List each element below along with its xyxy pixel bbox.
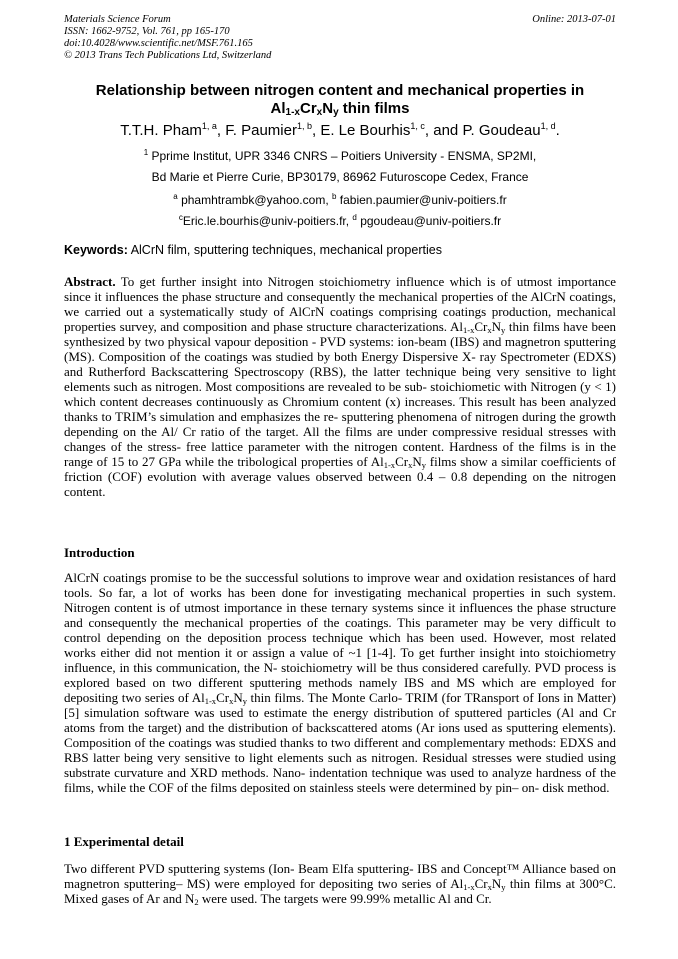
email-line-1: $^a$ phamhtrambk@yahoo.com, $^b$ fabien.paumier@univ-poitiers.fr — [173, 192, 507, 207]
keywords-label: Keywords: — [64, 243, 128, 257]
introduction-paragraph: AlCrN coatings promise to be the successful solutions to improve wear and oxidation resistances of hard tools. So far, a lot of works has been done for investigating mechanical properties in such system. Nitrogen content is of utmost importance in these ternary systems since it influences the phase structure and consequently the mechanical properties of the coatings. This parameter may be very difficult to control depending on the deposition process technique which has been used. However, most related works either did not mention it or assign a value of ~1 [1-4]. To get further insight into stoichiometry influence, in this communication, the N- stoichiometry will be thus considered carefully. PVD process is explored based on two different sputtering methods namely IBS and MS which are employed for depositing two series of $Al_{1-x}Cr_xN_y$ thin films. The Monte Carlo- TRIM (for TRansport of Ions in Matter) [5] simulation software was used to estimate the energy distribution of sputtered particles (Al and Cr atoms from the target) and the distribution of backscattered atoms (Ar ions used as sputtering elements). Composition of the coatings was studied thanks to two different and complementary methods: EDXS and RBS latter being very sensitive to light elements such as nitrogen. Residual stresses were studied using substrate curvature and XRD methods. Nano- indentation technique was used to analyze hardness of the films, while the COF of the films deposited on stainless steels were determined by pin– on- disk method. — [64, 570, 616, 795]
email-line-2: $^c$Eric.le.bourhis@univ-poitiers.fr, $^d$ pgoudeau@univ-poitiers.fr — [178, 213, 502, 228]
title-line-2: $Al_{1-x}Cr_xN_y$ thin films — [270, 100, 410, 118]
email-link[interactable]: fabien.paumier@univ-poitiers.fr — [336, 193, 507, 207]
copyright-line: © 2013 Trans Tech Publications Ltd, Switzerland — [64, 50, 272, 61]
author-name: T.T.H. Pham — [120, 122, 202, 139]
running-header — [64, 14, 616, 62]
author-list: T.T.H. Pham$^{1, a}$, F. Paumier$^{1, b}$, E. Le Bourhis$^{1, c}$, and P. Goudeau$^{1, d}$. — [120, 121, 560, 139]
keywords — [64, 243, 616, 258]
email-link[interactable]: phamhtrambk@yahoo.com, — [177, 193, 332, 207]
keywords-text: AlCrN film, sputtering techniques, mechanical properties — [127, 243, 442, 257]
author-name: F. Paumier — [225, 122, 297, 139]
introduction-heading: Introduction — [64, 545, 135, 560]
issn-line: ISSN: 1662-9752, Vol. 761, pp 165-170 — [64, 26, 230, 37]
journal-name: Materials Science Forum — [64, 14, 171, 25]
affiliation-line-1: $^1$ Pprime Institut, UPR 3346 CNRS – Poitiers University - ENSMA, SP2MI, — [143, 148, 537, 163]
abstract-label: Abstract. — [64, 274, 116, 289]
experimental-heading: 1 Experimental detail — [64, 834, 184, 849]
doi-line: doi:10.4028/www.scientific.net/MSF.761.165 — [64, 38, 253, 49]
author-name: E. Le Bourhis — [320, 122, 411, 139]
email-link[interactable]: Eric.le.bourhis@univ-poitiers.fr, — [182, 214, 353, 228]
affiliation-line-2: Bd Marie et Pierre Curie, BP30179, 86962 Futuroscope Cedex, France — [151, 170, 529, 184]
abstract-paragraph: Abstract. To get further insight into Nitrogen stoichiometry influence which is of utmost importance since it influences the phase structure and consequently the mechanical properties of the AlCrN coatings, we carried out a systematically study of AlCrN coatings comprising coatings production, mechanical properties survey, and composition and phase structure characterizations. $Al_{1-x}Cr_xN_y$ thin films have been synthesized by two physical vapour deposition - PVD systems: ion-beam (IBS) and magnetron sputtering (MS). Composition of the coatings was studied by both Energy Dispersive X- ray Spectrometer (EDXS) and Rutherford Backscattering Spectroscopy (RBS), the latter technique being very sensitive to light elements such as nitrogen. Most compositions are revealed to be sub- stoichiometic with Nitrogen (y < 1) which content decreases continuously as Chromium content (x) increases. This result has been analyzed thanks to TRIM’s simulation and emphasizes the re- sputtering phenomena of nitrogen during the growth depending on the Al/ Cr ratio of the target. All the films are under compressive residual stresses with changes of the stress- free lattice parameter with the nitrogen content. Hardness of the films is in the range of 15 to 27 GPa while the tribological properties of $Al_{1-x}Cr_xN_y$ films show a similar coefficients of friction (COF) evolution with average values observed between 0.4 – 0.8 depending on the nitrogen content. — [64, 274, 616, 499]
online-date: Online: 2013-07-01 — [532, 14, 616, 25]
experimental-paragraph: Two different PVD sputtering systems (Ion- Beam Elfa sputtering- IBS and Concept™ Alliance based on magnetron sputtering– MS) were employed for depositing two series of $Al_{1-x}Cr_xN_y$ thin films at 300°C. Mixed gases of Ar and $N_2$ were used. The targets were 99.99% metallic Al and Cr. — [64, 861, 617, 907]
title-line-1: Relationship between nitrogen content and mechanical properties in — [95, 82, 585, 99]
paper-title — [50, 82, 630, 118]
author-name: P. Goudeau — [462, 122, 541, 139]
email-link[interactable]: pgoudeau@univ-poitiers.fr — [356, 214, 502, 228]
